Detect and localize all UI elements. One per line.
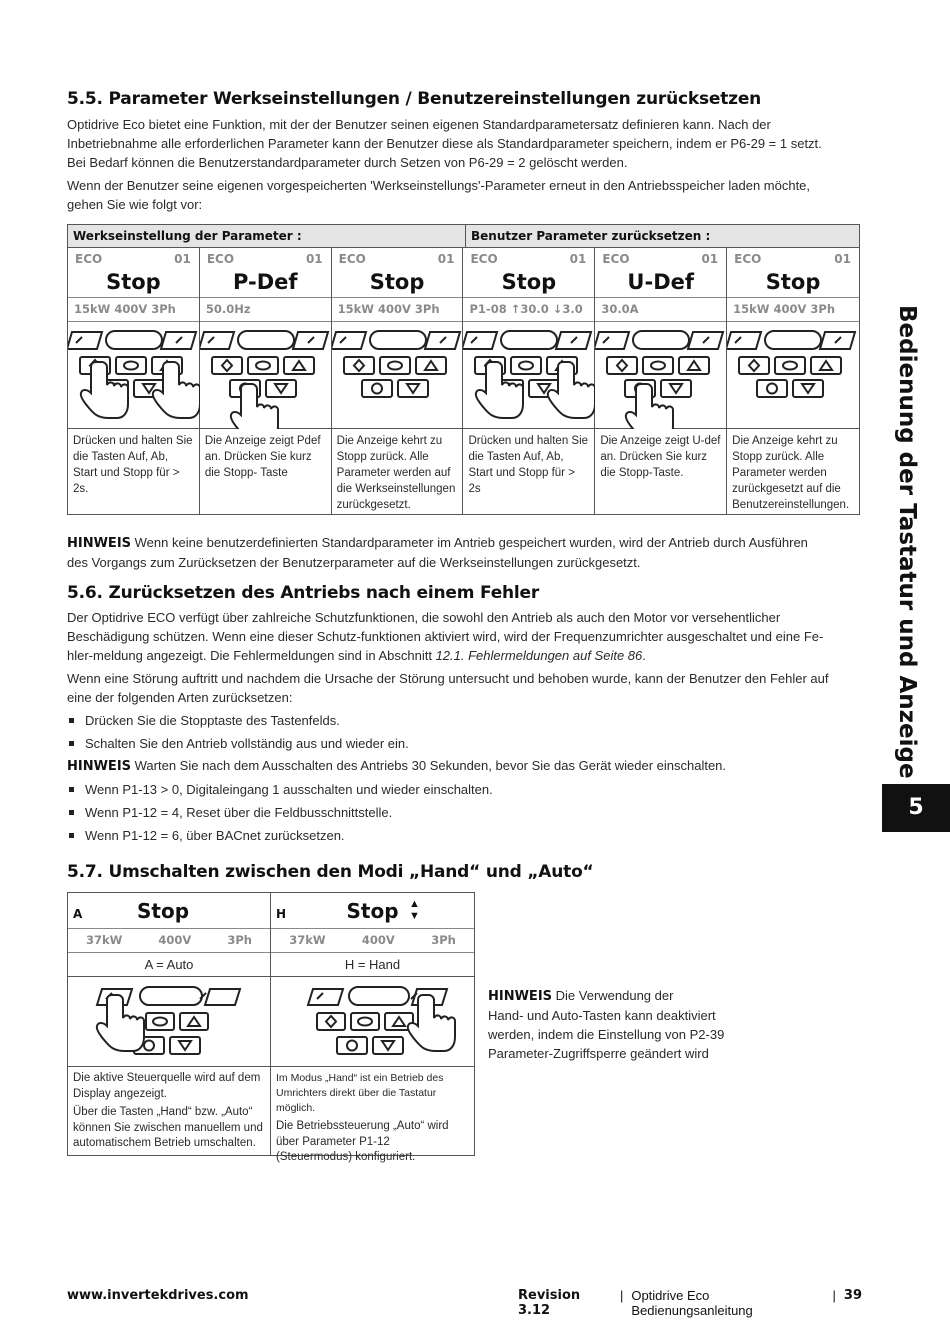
text-line: eine der folgenden Arten zurücksetzen: bbox=[67, 690, 293, 705]
reset-condition-list bbox=[67, 778, 862, 847]
note-text: Hand- und Auto-Tasten kann deaktiviert bbox=[488, 1008, 716, 1023]
status-power: 37kW bbox=[289, 933, 326, 947]
lcd-status-row: 50.0Hz bbox=[200, 298, 331, 322]
procedure-step-3 bbox=[332, 248, 464, 514]
keypad-icon bbox=[68, 322, 200, 429]
lcd-number: 01 bbox=[569, 252, 587, 266]
note-text: Warten Sie nach dem Ausschalten des Antriebs 30 Sekunden, bevor Sie das Gerät wieder einschalten. bbox=[131, 758, 727, 773]
keypad-illustration bbox=[68, 322, 199, 429]
text-line: Wenn der Benutzer seine eigenen vorgespeicherten 'Werkseinstellungs'-Parameter erneut in den Antriebsspeicher laden möchte, bbox=[67, 178, 811, 193]
section-5-7-title: 5.7. Umschalten zwischen den Modi „Hand“ und „Auto“ bbox=[67, 862, 594, 882]
lcd-main-text: Stop bbox=[501, 270, 557, 294]
chapter-side-title bbox=[882, 305, 930, 779]
section-5-5-intro bbox=[67, 115, 862, 214]
hand-auto-table bbox=[67, 892, 475, 1163]
note-text: Die Verwendung der bbox=[552, 988, 674, 1003]
lcd-eco-label: ECO bbox=[470, 252, 498, 266]
keypad-illustration bbox=[200, 322, 331, 429]
lcd-main-text: Stop bbox=[346, 899, 399, 923]
procedure-step-1 bbox=[68, 248, 200, 514]
keypad-illustration bbox=[271, 977, 474, 1067]
lcd-eco-label: ECO bbox=[338, 252, 366, 266]
keypad-icon bbox=[200, 322, 332, 429]
chapter-title-text: Bedienung der Tastatur und Anzeige bbox=[894, 305, 920, 779]
text-span: hler-meldung angezeigt. Die Fehlermeldungen sind in Abschnitt bbox=[67, 648, 436, 663]
lcd-main-text: Stop bbox=[765, 270, 821, 294]
status-power: 37kW bbox=[86, 933, 123, 947]
lcd-eco-label: ECO bbox=[734, 252, 762, 266]
lcd-main-text: U-Def bbox=[627, 270, 695, 294]
description-text: Die aktive Steuerquelle wird auf dem Display angezeigt. bbox=[73, 1072, 261, 1100]
auto-description bbox=[68, 1067, 270, 1155]
keypad-illustration bbox=[595, 322, 726, 429]
reset-method-list bbox=[67, 709, 862, 755]
list-item: Drücken Sie die Stopptaste des Tastenfelds. bbox=[67, 709, 862, 732]
table-columns bbox=[68, 248, 859, 514]
step-description: Die Anzeige zeigt U-def an. Drücken Sie kurz die Stopp-Taste. bbox=[600, 435, 721, 479]
step-description: Die Anzeige kehrt zu Stopp zurück. Alle Parameter werden zurückgesetzt auf die Benutzereinstellungen. bbox=[732, 435, 850, 511]
lcd-display bbox=[68, 248, 199, 298]
step-description: Die Anzeige kehrt zu Stopp zurück. Alle Parameter werden auf die Werkseinstellungen zurückgesetzt. bbox=[336, 435, 456, 511]
lcd-status-row: P1-08 ↑30.0 ↓3.0 bbox=[463, 298, 594, 322]
footer-revision: Revision 3.12 bbox=[518, 1288, 581, 1318]
lcd-display bbox=[463, 248, 594, 298]
step-description: Drücken und halten Sie die Tasten Auf, Ab, Start und Stopp für > 2s bbox=[468, 435, 589, 495]
keypad-illustration bbox=[463, 322, 594, 429]
list-item: Schalten Sie den Antrieb vollständig aus und wieder ein. bbox=[67, 732, 862, 755]
status-phase: 3Ph bbox=[227, 933, 252, 947]
note-5-5 bbox=[67, 533, 862, 572]
keypad-auto-press-icon bbox=[68, 977, 271, 1067]
procedure-step-4 bbox=[463, 248, 595, 514]
section-5-5-title: 5.5. Parameter Werkseinstellungen / Benutzereinstellungen zurücksetzen bbox=[67, 89, 762, 109]
lcd-eco-label: ECO bbox=[206, 252, 235, 266]
footer-separator: | bbox=[619, 1288, 624, 1303]
list-item: Wenn P1-12 = 6, über BACnet zurücksetzen. bbox=[67, 824, 862, 847]
status-voltage: 400V bbox=[361, 933, 395, 947]
lcd-status-row bbox=[271, 929, 474, 953]
lcd-number: 01 bbox=[834, 252, 851, 266]
lcd-number: 01 bbox=[701, 252, 719, 266]
footer-url[interactable]: www.invertekdrives.com bbox=[67, 1288, 249, 1303]
table-header bbox=[68, 225, 859, 248]
procedure-step-2 bbox=[200, 248, 332, 514]
footer-page-number: 39 bbox=[843, 1288, 862, 1303]
auto-column bbox=[68, 893, 271, 1155]
keypad-icon bbox=[595, 322, 727, 429]
list-item: Wenn P1-12 = 4, Reset über die Feldbusschnittstelle. bbox=[67, 801, 862, 824]
lcd-display bbox=[595, 248, 726, 298]
mode-label: H = Hand bbox=[271, 953, 474, 977]
keypad-illustration bbox=[332, 322, 463, 429]
status-voltage: 400V bbox=[158, 933, 192, 947]
header-factory-reset: Werkseinstellung der Parameter : bbox=[68, 225, 466, 247]
footer-info bbox=[518, 1288, 862, 1318]
lcd-display bbox=[200, 248, 331, 298]
text-line: gehen Sie wie folgt vor: bbox=[67, 197, 203, 212]
text-span: . bbox=[642, 648, 646, 663]
description-text: Im Modus „Hand“ ist ein Betrieb des Umrichters direkt über die Tastatur möglich. bbox=[276, 1072, 444, 1114]
section-5-6-title: 5.6. Zurücksetzen des Antriebs nach einem Fehler bbox=[67, 583, 540, 603]
text-line: Der Optidrive ECO verfügt über zahlreiche Schutzfunktionen, die sowohl den Antrieb als auch den Motor vor versehentlicher bbox=[67, 610, 781, 625]
keypad-illustration bbox=[727, 322, 859, 429]
hand-description bbox=[271, 1067, 474, 1163]
procedure-step-6 bbox=[727, 248, 859, 514]
footer-doc-title: Optidrive Eco Bedienungsanleitung bbox=[631, 1288, 753, 1318]
lcd-main-text: Stop bbox=[106, 270, 161, 294]
lcd-display bbox=[332, 248, 463, 298]
procedure-step-5 bbox=[595, 248, 727, 514]
note-text: Parameter-Zugriffsperre geändert wird bbox=[488, 1046, 709, 1061]
lcd-status-row: 30.0A bbox=[595, 298, 726, 322]
note-text-2: des Vorgangs zum Zurücksetzen der Benutzerparameter auf die Werkseinstellungen zurückgesetzt. bbox=[67, 555, 641, 570]
lcd-display bbox=[271, 893, 474, 929]
note-label: HINWEIS bbox=[488, 989, 553, 1004]
chapter-number-tab: 5 bbox=[882, 784, 950, 832]
lcd-main-text: Stop bbox=[369, 270, 425, 294]
text-line: Inbetriebnahme alle erforderlichen Parameter kann der Benutzer diese als Standardparameter speichern, indem er P6-29 = 1 setzt. bbox=[67, 136, 822, 151]
up-down-arrows-icon: ▲ ▼ bbox=[409, 898, 420, 922]
step-description: Drücken und halten Sie die Tasten Auf, Ab, Start und Stopp für > 2s. bbox=[73, 435, 193, 495]
text-line: Bei Bedarf können die Benutzerstandardparameter durch Setzen von P6-29 = 2 gelöscht werden. bbox=[67, 155, 628, 170]
keypad-icon bbox=[463, 322, 595, 429]
step-description: Die Anzeige zeigt Pdef an. Drücken Sie kurz die Stopp- Taste bbox=[204, 435, 321, 479]
lcd-main-text: P-Def bbox=[232, 270, 298, 294]
text-line: Beschädigung schützen. Wenn eine dieser Schutz-funktionen aktiviert wird, wird der Frequenzumrichter ausgeschaltet und eine Fe- bbox=[67, 629, 824, 644]
note-label: HINWEIS bbox=[67, 536, 132, 551]
lcd-status-row: 15kW 400V 3Ph bbox=[727, 298, 859, 322]
footer-separator: | bbox=[832, 1288, 836, 1303]
note-text: werden, indem die Einstellung von P2-39 bbox=[488, 1027, 725, 1042]
description-text: Die Betriebssteuerung „Auto“ wird über Parameter P1-12 (Steuermodus) konfiguriert. bbox=[276, 1120, 449, 1163]
lcd-main-text: Stop bbox=[136, 899, 190, 923]
text-line bbox=[67, 646, 862, 665]
lcd-number: 01 bbox=[174, 252, 191, 266]
reset-procedure-table bbox=[67, 224, 860, 515]
mode-label: A = Auto bbox=[68, 953, 270, 977]
mode-letter: H bbox=[276, 907, 287, 921]
keypad-hand-press-icon bbox=[271, 977, 474, 1067]
lcd-status-row: 15kW 400V 3Ph bbox=[332, 298, 463, 322]
lcd-eco-label: ECO bbox=[75, 252, 103, 266]
keypad-icon bbox=[727, 322, 859, 429]
mode-letter: A bbox=[73, 907, 83, 921]
header-user-reset: Benutzer Parameter zurücksetzen : bbox=[471, 229, 711, 243]
lcd-display bbox=[727, 248, 859, 298]
note-label: HINWEIS bbox=[67, 759, 132, 774]
list-item: Wenn P1-13 > 0, Digitaleingang 1 ausschalten und wieder einschalten. bbox=[67, 778, 862, 801]
note-5-7 bbox=[488, 986, 738, 1063]
note-text: Wenn keine benutzerdefinierten Standardparameter im Antrieb gespeichert wurden, wird der Antrieb durch Ausführen bbox=[131, 535, 808, 550]
lcd-number: 01 bbox=[437, 252, 455, 266]
section-5-6-body bbox=[67, 608, 862, 847]
lcd-display bbox=[68, 893, 270, 929]
keypad-illustration bbox=[68, 977, 270, 1067]
lcd-status-row: 15kW 400V 3Ph bbox=[68, 298, 199, 322]
text-line: Optidrive Eco bietet eine Funktion, mit der der Benutzer seinen eigenen Standardparametersatz definieren kann. Nach der bbox=[67, 117, 771, 132]
lcd-status-row bbox=[68, 929, 270, 953]
status-phase: 3Ph bbox=[431, 933, 456, 947]
cross-reference-link[interactable]: 12.1. Fehlermeldungen auf Seite 86 bbox=[435, 648, 643, 663]
description-text: Über die Tasten „Hand“ bzw. „Auto“ können Sie zwischen manuellem und automatischem Betrieb umschalten. bbox=[73, 1106, 263, 1149]
lcd-eco-label: ECO bbox=[602, 252, 630, 266]
text-line: Wenn eine Störung auftritt und nachdem die Ursache der Störung untersucht und behoben wurde, kann der Benutzer den Fehler auf bbox=[67, 671, 829, 686]
lcd-number: 01 bbox=[305, 252, 323, 266]
hand-column bbox=[271, 893, 474, 1163]
keypad-icon bbox=[332, 322, 464, 429]
